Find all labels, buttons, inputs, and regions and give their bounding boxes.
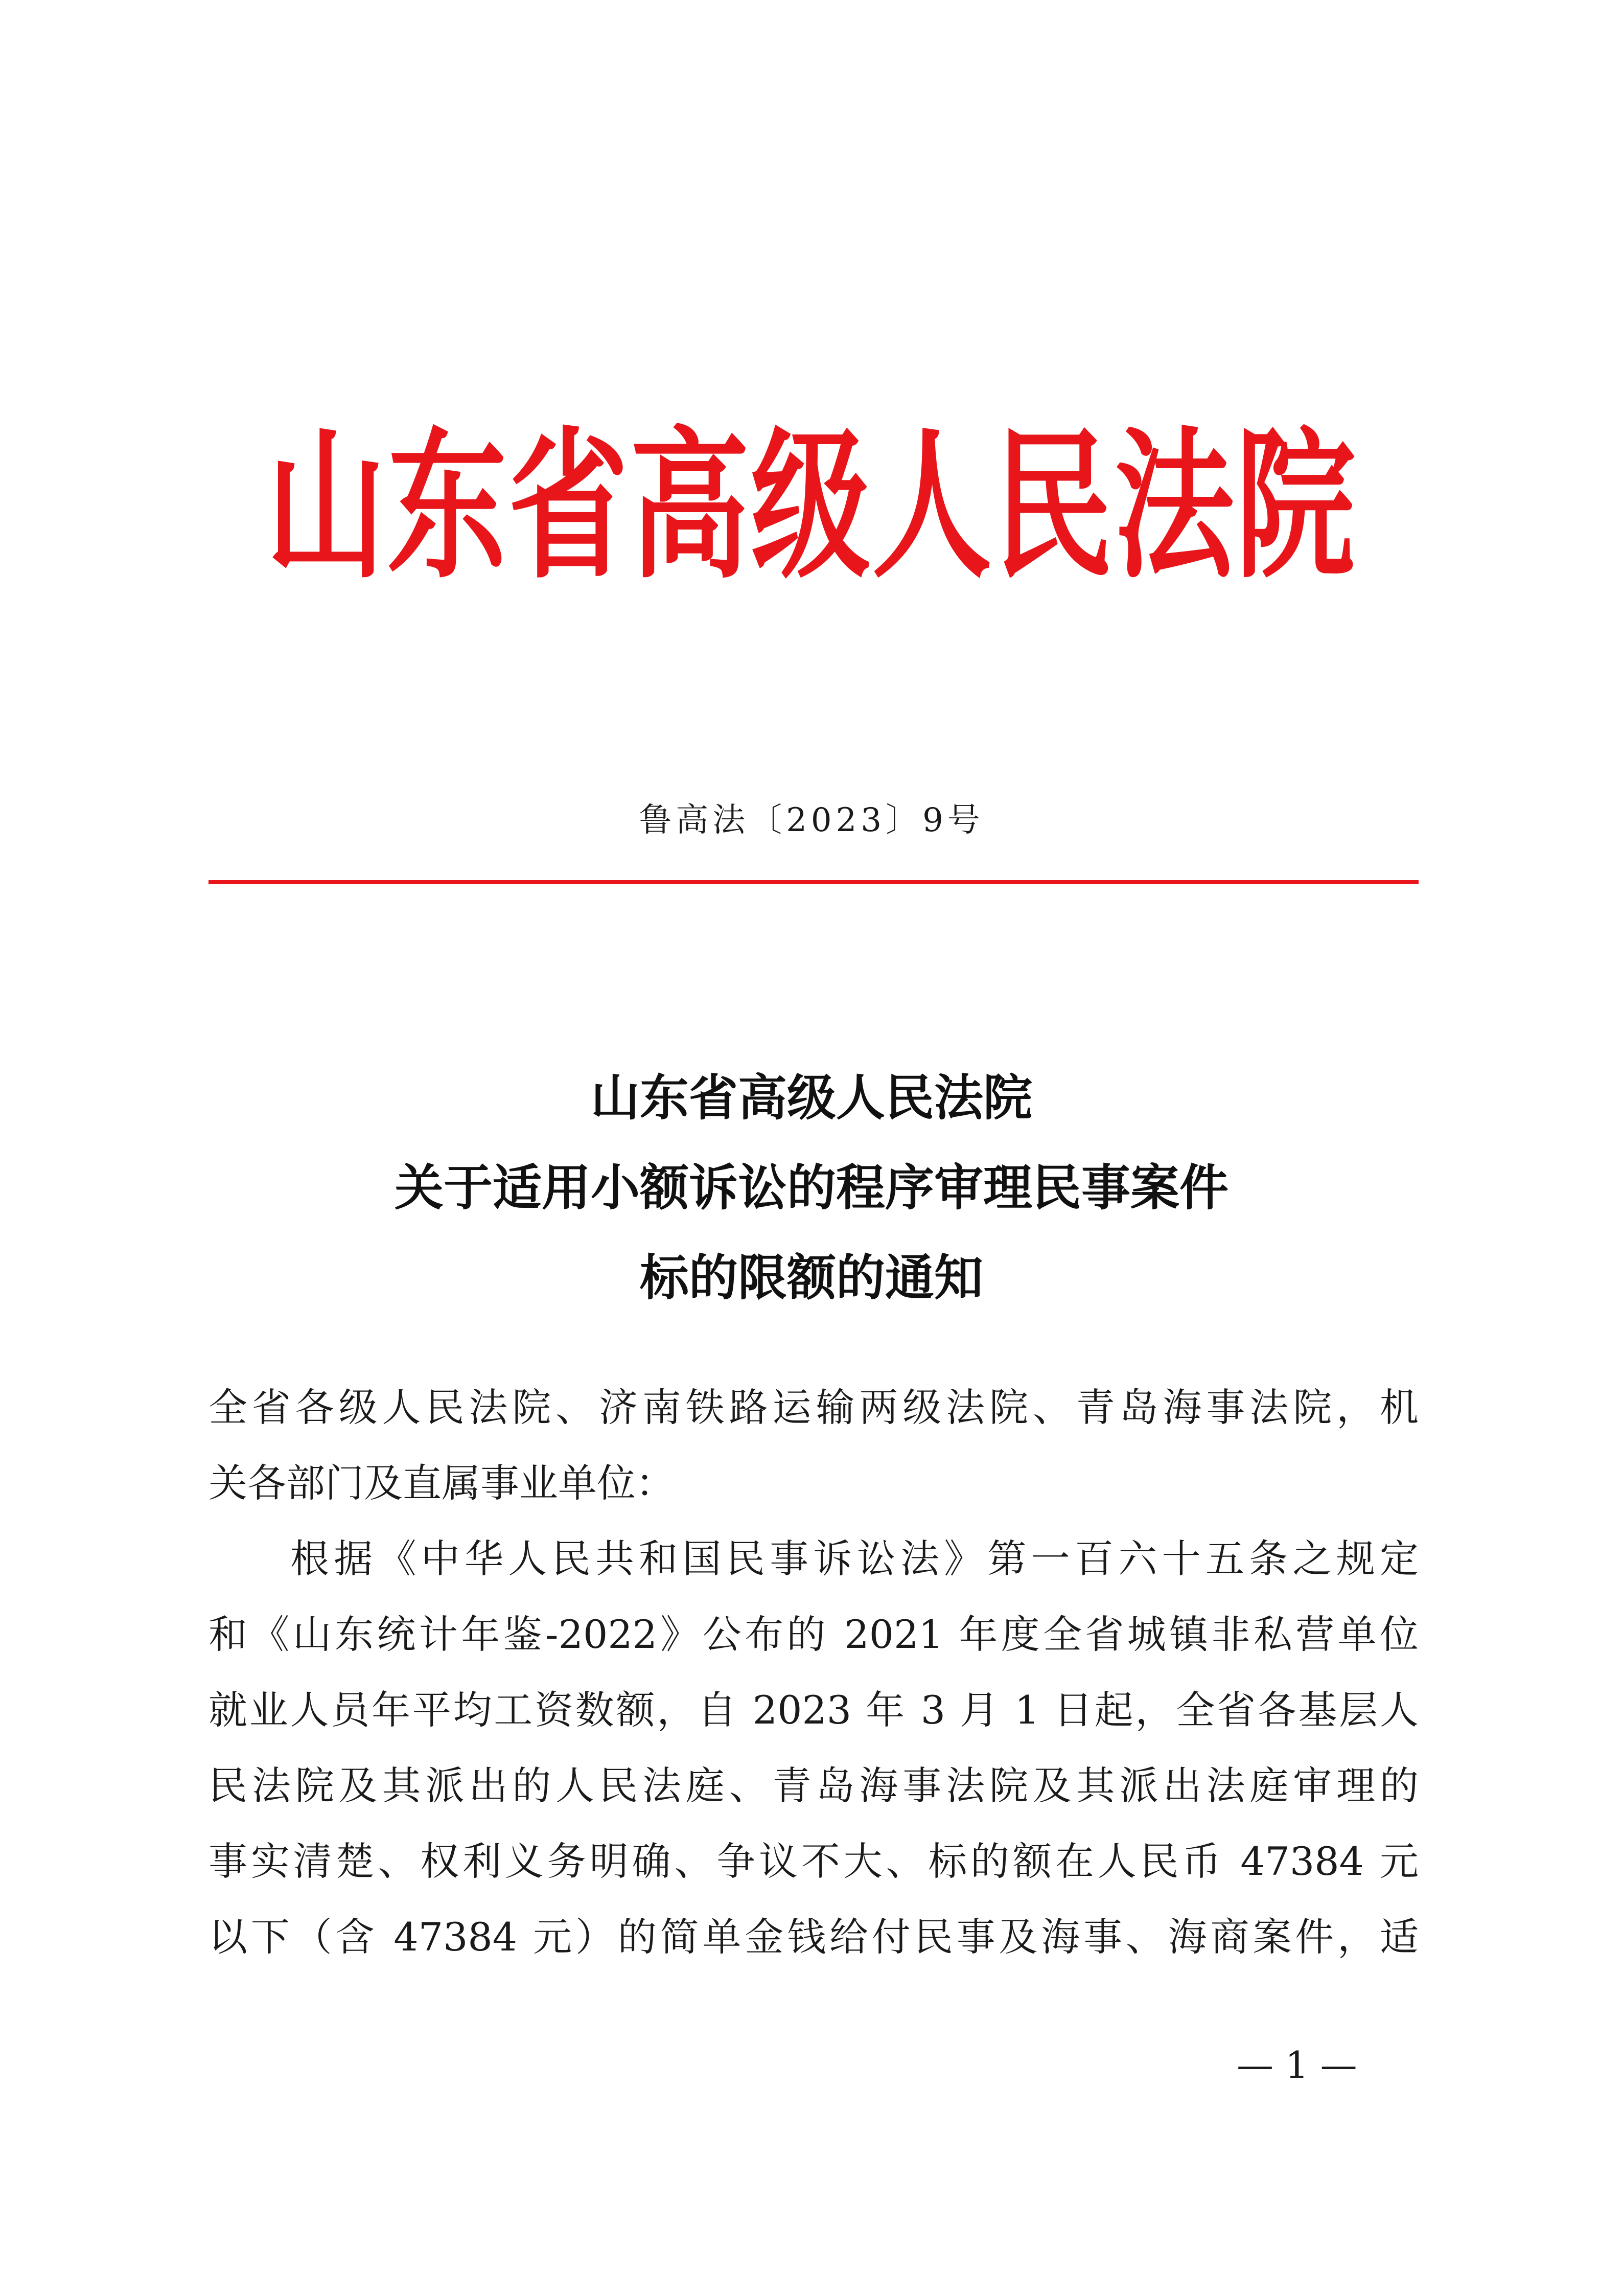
addressee-line-1: 全省各级人民法院、济南铁路运输两级法院、青岛海事法院，机 (208, 1385, 1419, 1430)
red-divider-line (208, 880, 1419, 884)
court-masthead: 山东省高级人民法院 (266, 410, 1357, 601)
addressee-line-2: 关各部门及直属事业单位： (208, 1460, 675, 1506)
paragraph-line-1: 根据《中华人民共和国民事诉讼法》第一百六十五条之规定 (290, 1536, 1419, 1581)
page-number: — 1 — (1237, 2044, 1357, 2086)
title-line-3: 标的限额的通知 (640, 1249, 983, 1306)
title-line-1: 山东省高级人民法院 (591, 1069, 1032, 1127)
document-number: 鲁高法〔2023〕9号 (639, 801, 984, 839)
paragraph-line-5: 事实清楚、权利义务明确、争议不大、标的额在人民币 47384 元 (208, 1839, 1419, 1884)
paragraph-line-4: 民法院及其派出的人民法庭、青岛海事法院及其派出法庭审理的 (208, 1763, 1419, 1808)
notice-body (208, 1370, 1419, 1975)
paragraph-line-3: 就业人员年平均工资数额，自 2023 年 3 月 1 日起，全省各基层人 (208, 1687, 1419, 1733)
paragraph-line-6: 以下（含 47384 元）的简单金钱给付民事及海事、海商案件，适 (208, 1914, 1419, 1960)
notice-title (0, 1053, 1623, 1323)
paragraph-line-2: 和《山东统计年鉴-2022》公布的 2021 年度全省城镇非私营单位 (208, 1612, 1419, 1657)
title-line-2: 关于适用小额诉讼的程序审理民事案件 (395, 1159, 1228, 1216)
